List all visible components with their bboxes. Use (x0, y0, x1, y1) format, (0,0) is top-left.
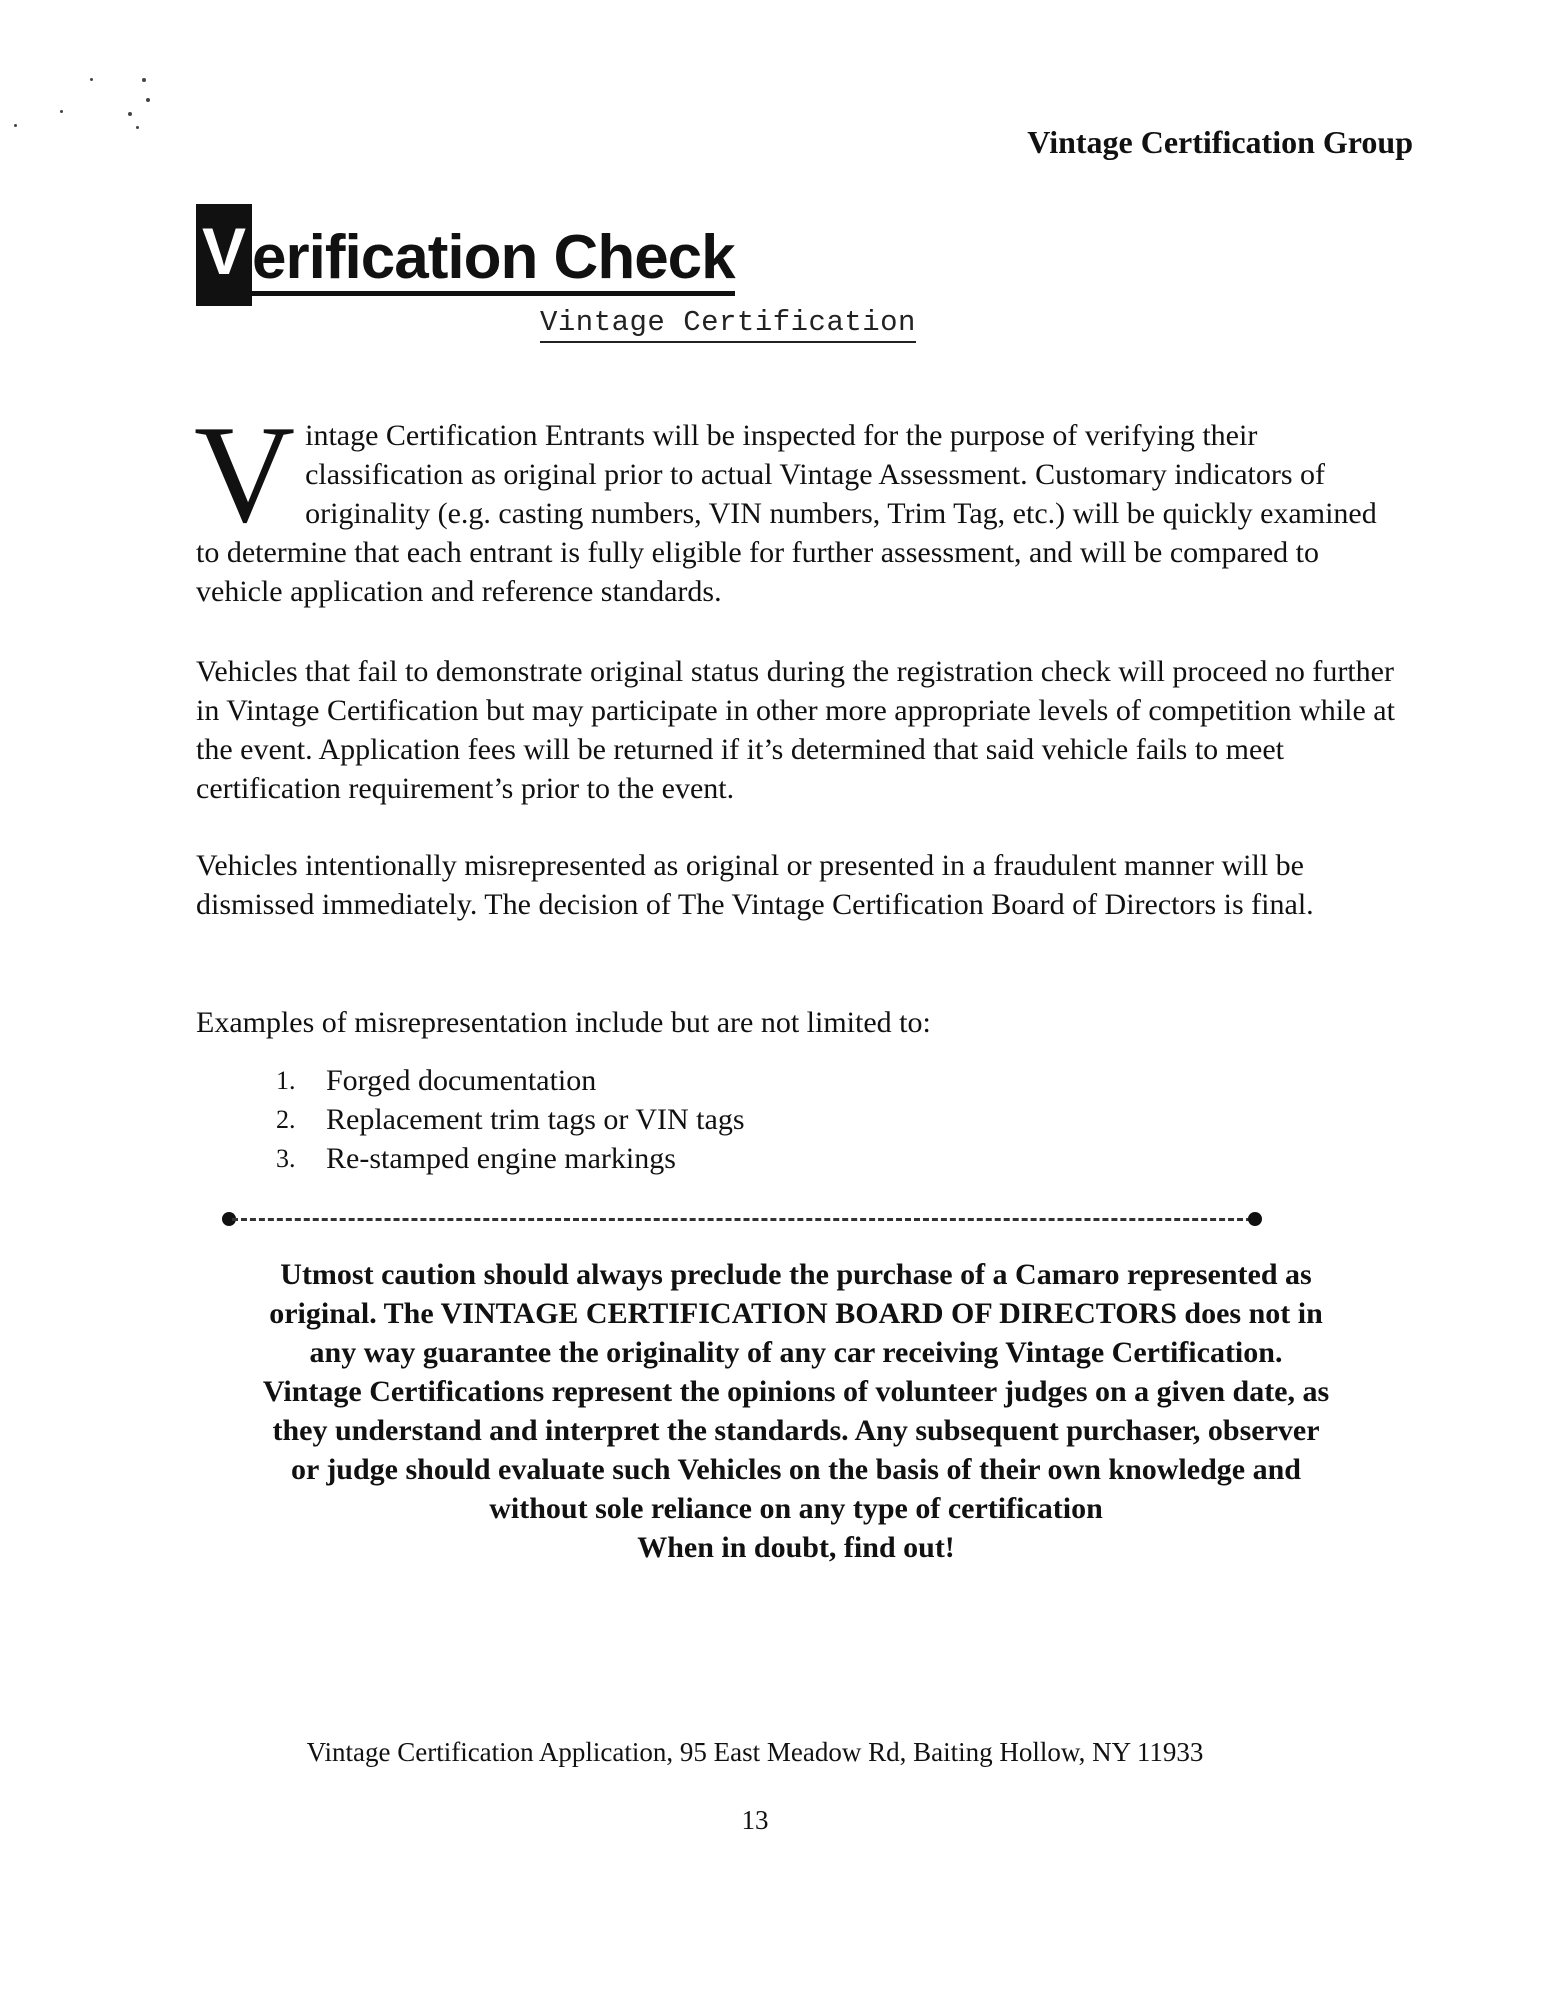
list-item (276, 1061, 745, 1100)
caution-notice (176, 1255, 1416, 1567)
list-item-text: Re-stamped engine markings (326, 1142, 676, 1175)
list-item-number: 3. (276, 1144, 296, 1173)
failure-paragraph: Vehicles that fail to demonstrate original status during the registration check will proceed no further in Vintage Certification but may participate in other more appropriate levels of competition while at the event. Application fees will be returned if it’s determined that said vehicle fails to meet certification requirement’s prior to the event. (196, 655, 1395, 805)
intro-paragraph-text: intage Certification Entrants will be inspected for the purpose of verifying their classification as original prior to actual Vintage Assessment. Customary indicators of originality (e.g. casting numbers, VIN numbers, Trim Tag, etc.) will be quickly examined to determine that each entrant is fully eligible for further assessment, and will be compared to vehicle application and reference standards. (196, 419, 1377, 608)
page-subtitle: Vintage Certification (540, 306, 916, 343)
drop-cap-letter: V (194, 397, 296, 552)
misrepresentation-paragraph: Vehicles intentionally misrepresented as original or presented in a fraudulent manner will be dismissed immediately. The decision of The Vintage Certification Board of Directors is final. (196, 849, 1314, 921)
caution-line: they understand and interpret the standards. Any subsequent purchaser, observer (272, 1414, 1320, 1447)
caution-line: original. The VINTAGE CERTIFICATION BOARD OF DIRECTORS does not in (269, 1297, 1323, 1330)
page-number: 13 (741, 1805, 769, 1835)
scan-speck (60, 110, 63, 113)
scan-speck (128, 112, 132, 116)
divider-end-dot (1248, 1212, 1262, 1226)
caution-line: any way guarantee the originality of any car receiving Vintage Certification. (309, 1336, 1283, 1369)
caution-closing-line: When in doubt, find out! (637, 1531, 955, 1564)
divider-line (232, 1218, 1252, 1221)
footer-address: Vintage Certification Application, 95 East Meadow Rd, Baiting Hollow, NY 11933 (306, 1737, 1204, 1767)
list-item (276, 1139, 745, 1178)
list-item-number: 1. (276, 1066, 296, 1095)
page-title (196, 204, 735, 306)
scan-speck (136, 126, 139, 129)
caution-line: Utmost caution should always preclude the purchase of a Camaro represented as (280, 1258, 1312, 1291)
examples-intro: Examples of misrepresentation include but are not limited to: (196, 1006, 931, 1039)
scan-speck (90, 78, 93, 81)
title-text: erification Check (252, 227, 735, 296)
examples-list (276, 1061, 745, 1178)
list-item-number: 2. (276, 1105, 296, 1134)
scan-speck (14, 124, 17, 127)
scan-speck (142, 78, 146, 82)
scan-speck (146, 98, 150, 102)
list-item (276, 1100, 745, 1139)
list-item-text: Forged documentation (326, 1064, 597, 1097)
caution-line: or judge should evaluate such Vehicles on the basis of their own knowledge and (291, 1453, 1301, 1486)
list-item-text: Replacement trim tags or VIN tags (326, 1103, 745, 1136)
caution-line: Vintage Certifications represent the opinions of volunteer judges on a given date, as (262, 1375, 1330, 1408)
caution-line: without sole reliance on any type of certification (489, 1492, 1103, 1525)
title-initial-letter: V (196, 204, 252, 306)
intro-paragraph (194, 397, 1406, 611)
dashed-divider (222, 1212, 1262, 1226)
organization-header: Vintage Certification Group (1027, 124, 1413, 160)
